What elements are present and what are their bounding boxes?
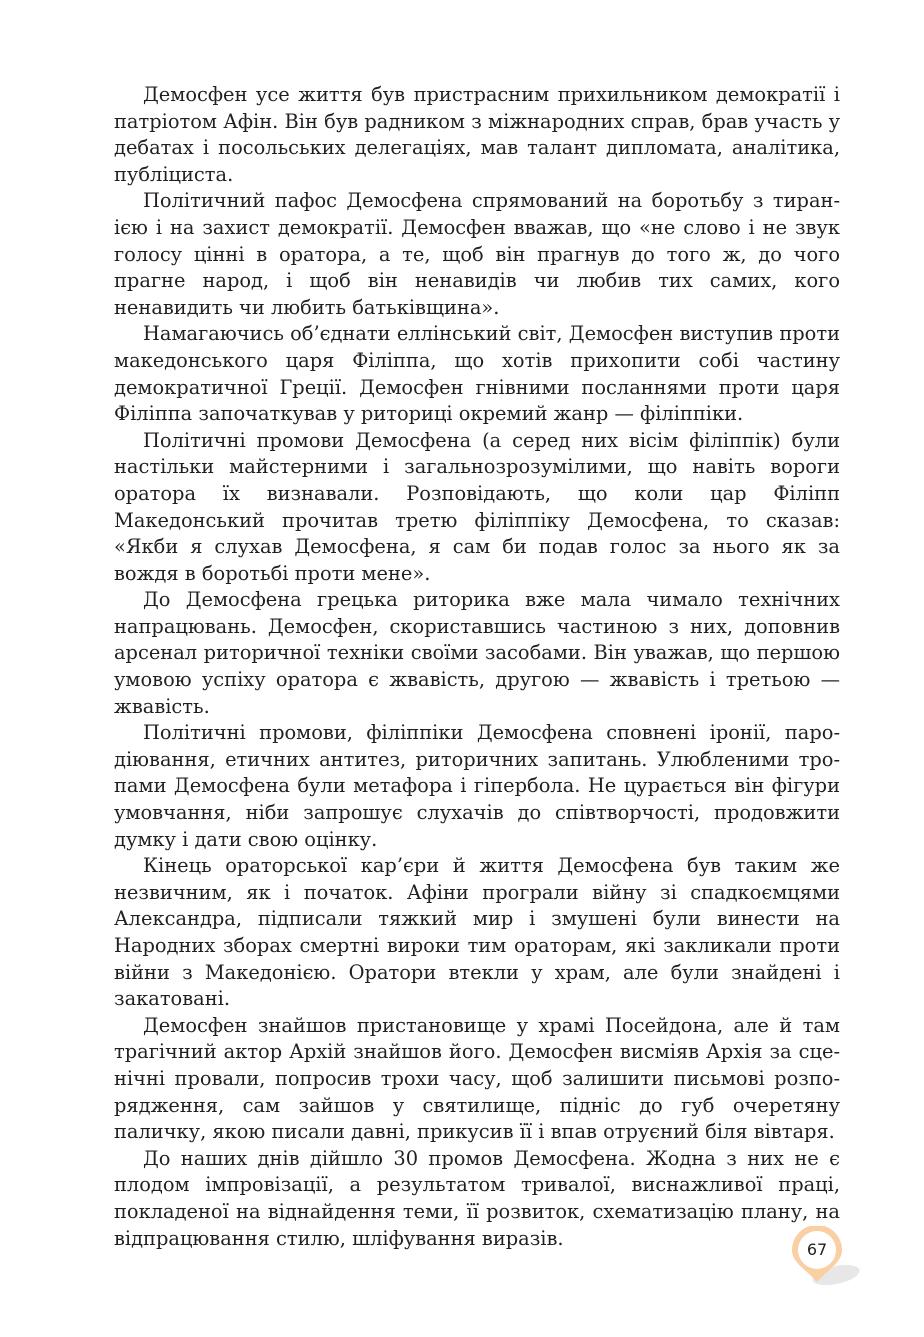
paragraph: До Демосфена грецька риторика вже мала чимало технічних напрацювань. Демосфен, скориставшись частиною з них, доповнив арсенал риторичної техніки своїми засобами. Він уважав, що першою умовою успіху оратора є жвавість, другою — жвавість і третьою — жвавість. (114, 588, 840, 718)
paragraph: Політичні промови Демосфена (а серед них вісім філіппік) були настільки майстерними і загальнозрозумілими, що навіть вороги оратора їх визнавали. Розповідають, що коли цар Філіпп Македонський прочитав третю філіппіку Демосфена, то сказав: «Якби я слухав Демосфена, я сам би подав голос за нього як за вождя в боротьбі проти мене». (114, 428, 840, 585)
page-body (114, 82, 840, 1252)
paragraph: До наших днів дійшло 30 промов Демосфена. Жодна з них не є плодом імпровізації, а результатом тривалої, виснажливої праці, покладеної на віднайдення теми, її розвиток, схематизацію плану, на відпрацювання стилю, шліфування виразів. (114, 1146, 840, 1250)
page-pin-icon (784, 1226, 864, 1292)
paragraph: Політичні промови, філіппіки Демосфена сповнені іронії, пародіювання, етичних антитез, риторичних запитань. Улюбленими тропами Демосфена були метафора і гіпербола. Не цурається він фігури умовчання, ніби запрошує слухачів до співтворчості, продовжити думку і дати свою оцінку. (114, 721, 840, 851)
paragraph: Демосфен усе життя був пристрасним прихильником демократії і патріотом Афін. Він був радником з міжнародних справ, брав участь у дебатах і посольських делегаціях, мав талант дипломата, аналітика, публіциста. (114, 83, 840, 186)
paragraph: Політичний пафос Демосфена спрямований на боротьбу з тиранією і на захист демократії. Демосфен вважав, що «не слово і не звук голосу цінні в оратора, а те, щоб він прагнув до того ж, до чого прагне народ, і щоб він ненавидів чи любив тих самих, кого ненавидить чи любить батьківщина». (114, 189, 840, 319)
page-number: 67 (806, 1240, 828, 1259)
page-number-badge (784, 1226, 864, 1292)
paragraph: Демосфен знайшов пристановище у храмі Посейдона, але й там трагічний актор Архій знайшов його. Демосфен висміяв Архія за сценічні провали, попросив трохи часу, щоб залишити письмові розпорядження, сам зайшов у святилище, підніс до губ очеретяну паличку, якою писали давні, прикусив її і впав отруєний біля вівтаря. (114, 1013, 840, 1144)
paragraph: Намагаючись об’єднати еллінський світ, Демосфен виступив проти македонського царя Філіппа, що хотів прихопити собі частину демократичної Греції. Демосфен гнівними посланнями проти царя Філіппа започаткував у риториці окремий жанр — філіппіки. (114, 322, 840, 426)
paragraph: Кінець ораторської кар’єри й життя Демосфена був таким же незвичним, як і початок. Афіни програли війну зі спадкоємцями Александра, підписали тяжкий мир і змушені були винести на Народних зборах смертні вироки тим ораторам, які закликали проти війни з Македонією. Оратори втекли у храм, але були знайдені і закатовані. (114, 854, 840, 1011)
